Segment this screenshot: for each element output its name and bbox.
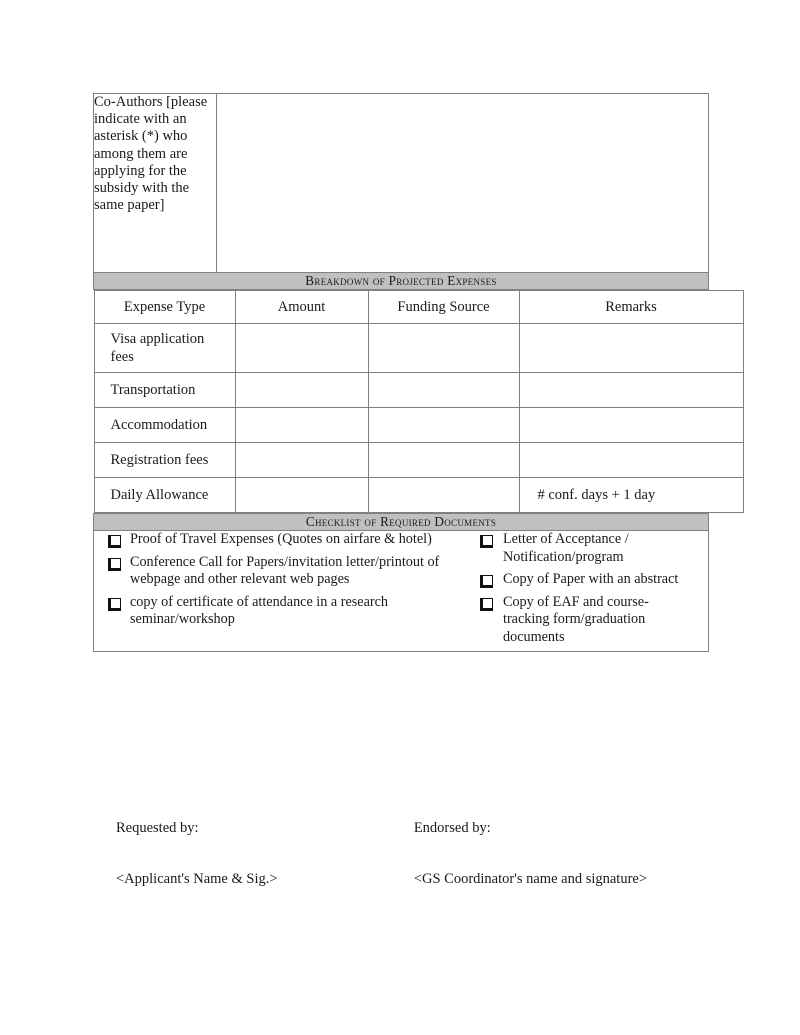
funding-field-daily-allowance[interactable]: [368, 478, 519, 513]
remarks-field-visa[interactable]: [519, 324, 743, 373]
checkbox-icon[interactable]: [480, 598, 493, 611]
remarks-field-daily-allowance[interactable]: # conf. days + 1 day: [519, 478, 743, 513]
checkbox-icon[interactable]: [108, 535, 121, 548]
endorsed-by-label: Endorsed by:: [413, 820, 491, 836]
endorsed-by-value[interactable]: <GS Coordinator's name and signature>: [413, 871, 648, 887]
column-header-remarks: Remarks: [519, 291, 743, 324]
amount-field-registration[interactable]: [235, 443, 368, 478]
expenses-section-header-row: [94, 273, 709, 290]
remarks-field-transportation[interactable]: [519, 373, 743, 408]
expenses-table-wrapper: [94, 290, 709, 514]
checklist-body-row: [94, 531, 709, 652]
list-item[interactable]: [94, 531, 476, 549]
checklist-item-label: Proof of Travel Expenses (Quotes on airfare & hotel): [130, 531, 432, 547]
table-row: [94, 324, 743, 373]
checklist-column-left: [94, 531, 476, 651]
table-row: [94, 443, 743, 478]
coauthors-value-cell[interactable]: [217, 94, 709, 273]
remarks-field-accommodation[interactable]: [519, 408, 743, 443]
funding-field-visa[interactable]: [368, 324, 519, 373]
requested-by-value[interactable]: <Applicant's Name & Sig.>: [116, 871, 278, 887]
checklist-section-title: Checklist of Required Documents: [94, 514, 709, 531]
checklist-item-label: Copy of Paper with an abstract: [503, 571, 679, 587]
expenses-header-row: [94, 291, 743, 324]
checkbox-icon[interactable]: [480, 575, 493, 588]
expenses-section-title: Breakdown of Projected Expenses: [94, 273, 709, 290]
expense-type-accommodation: Accommodation: [94, 408, 235, 443]
checklist-column-right: [476, 531, 695, 651]
funding-field-registration[interactable]: [368, 443, 519, 478]
amount-field-daily-allowance[interactable]: [235, 478, 368, 513]
list-item[interactable]: [476, 531, 695, 566]
expenses-table: [94, 290, 744, 513]
column-header-amount: Amount: [235, 291, 368, 324]
checklist-item-label: copy of certificate of attendance in a research seminar/workshop: [130, 593, 388, 627]
coauthors-row: [94, 94, 709, 273]
funding-field-transportation[interactable]: [368, 373, 519, 408]
checklist-section-header-row: [94, 514, 709, 531]
amount-field-transportation[interactable]: [235, 373, 368, 408]
table-row: [94, 478, 743, 513]
expenses-table-row: [94, 290, 709, 514]
column-header-expense-type: Expense Type: [94, 291, 235, 324]
signature-label-row: [93, 820, 713, 837]
table-row: [94, 373, 743, 408]
expense-type-daily-allowance: Daily Allowance: [94, 478, 235, 513]
checklist-item-label: Conference Call for Papers/invitation letter/printout of webpage and other relevant web pages: [130, 553, 440, 587]
checkbox-icon[interactable]: [480, 535, 493, 548]
expense-type-transportation: Transportation: [94, 373, 235, 408]
checkbox-icon[interactable]: [108, 598, 121, 611]
list-item[interactable]: [94, 554, 476, 589]
checklist-item-label: Letter of Acceptance / Notification/program: [503, 531, 629, 565]
amount-field-visa[interactable]: [235, 324, 368, 373]
signature-area: [93, 820, 713, 888]
funding-field-accommodation[interactable]: [368, 408, 519, 443]
requested-by-label: Requested by:: [116, 820, 199, 836]
remarks-field-registration[interactable]: [519, 443, 743, 478]
list-item[interactable]: [476, 571, 695, 589]
table-row: [94, 408, 743, 443]
checkbox-icon[interactable]: [108, 558, 121, 571]
subsidy-application-form: [93, 93, 709, 652]
expense-type-visa: Visa application fees: [94, 324, 235, 373]
column-header-funding-source: Funding Source: [368, 291, 519, 324]
coauthors-label-cell: Co-Authors [please indicate with an asterisk (*) who among them are applying for the subsidy with the same paper]: [94, 94, 217, 273]
amount-field-accommodation[interactable]: [235, 408, 368, 443]
signature-value-row: [93, 871, 713, 888]
checklist-columns: [94, 531, 708, 651]
checklist-body: [94, 531, 709, 652]
checklist-item-label: Copy of EAF and course-tracking form/graduation documents: [503, 593, 649, 645]
expense-type-registration: Registration fees: [94, 443, 235, 478]
list-item[interactable]: [94, 594, 476, 629]
list-item[interactable]: [476, 594, 695, 647]
